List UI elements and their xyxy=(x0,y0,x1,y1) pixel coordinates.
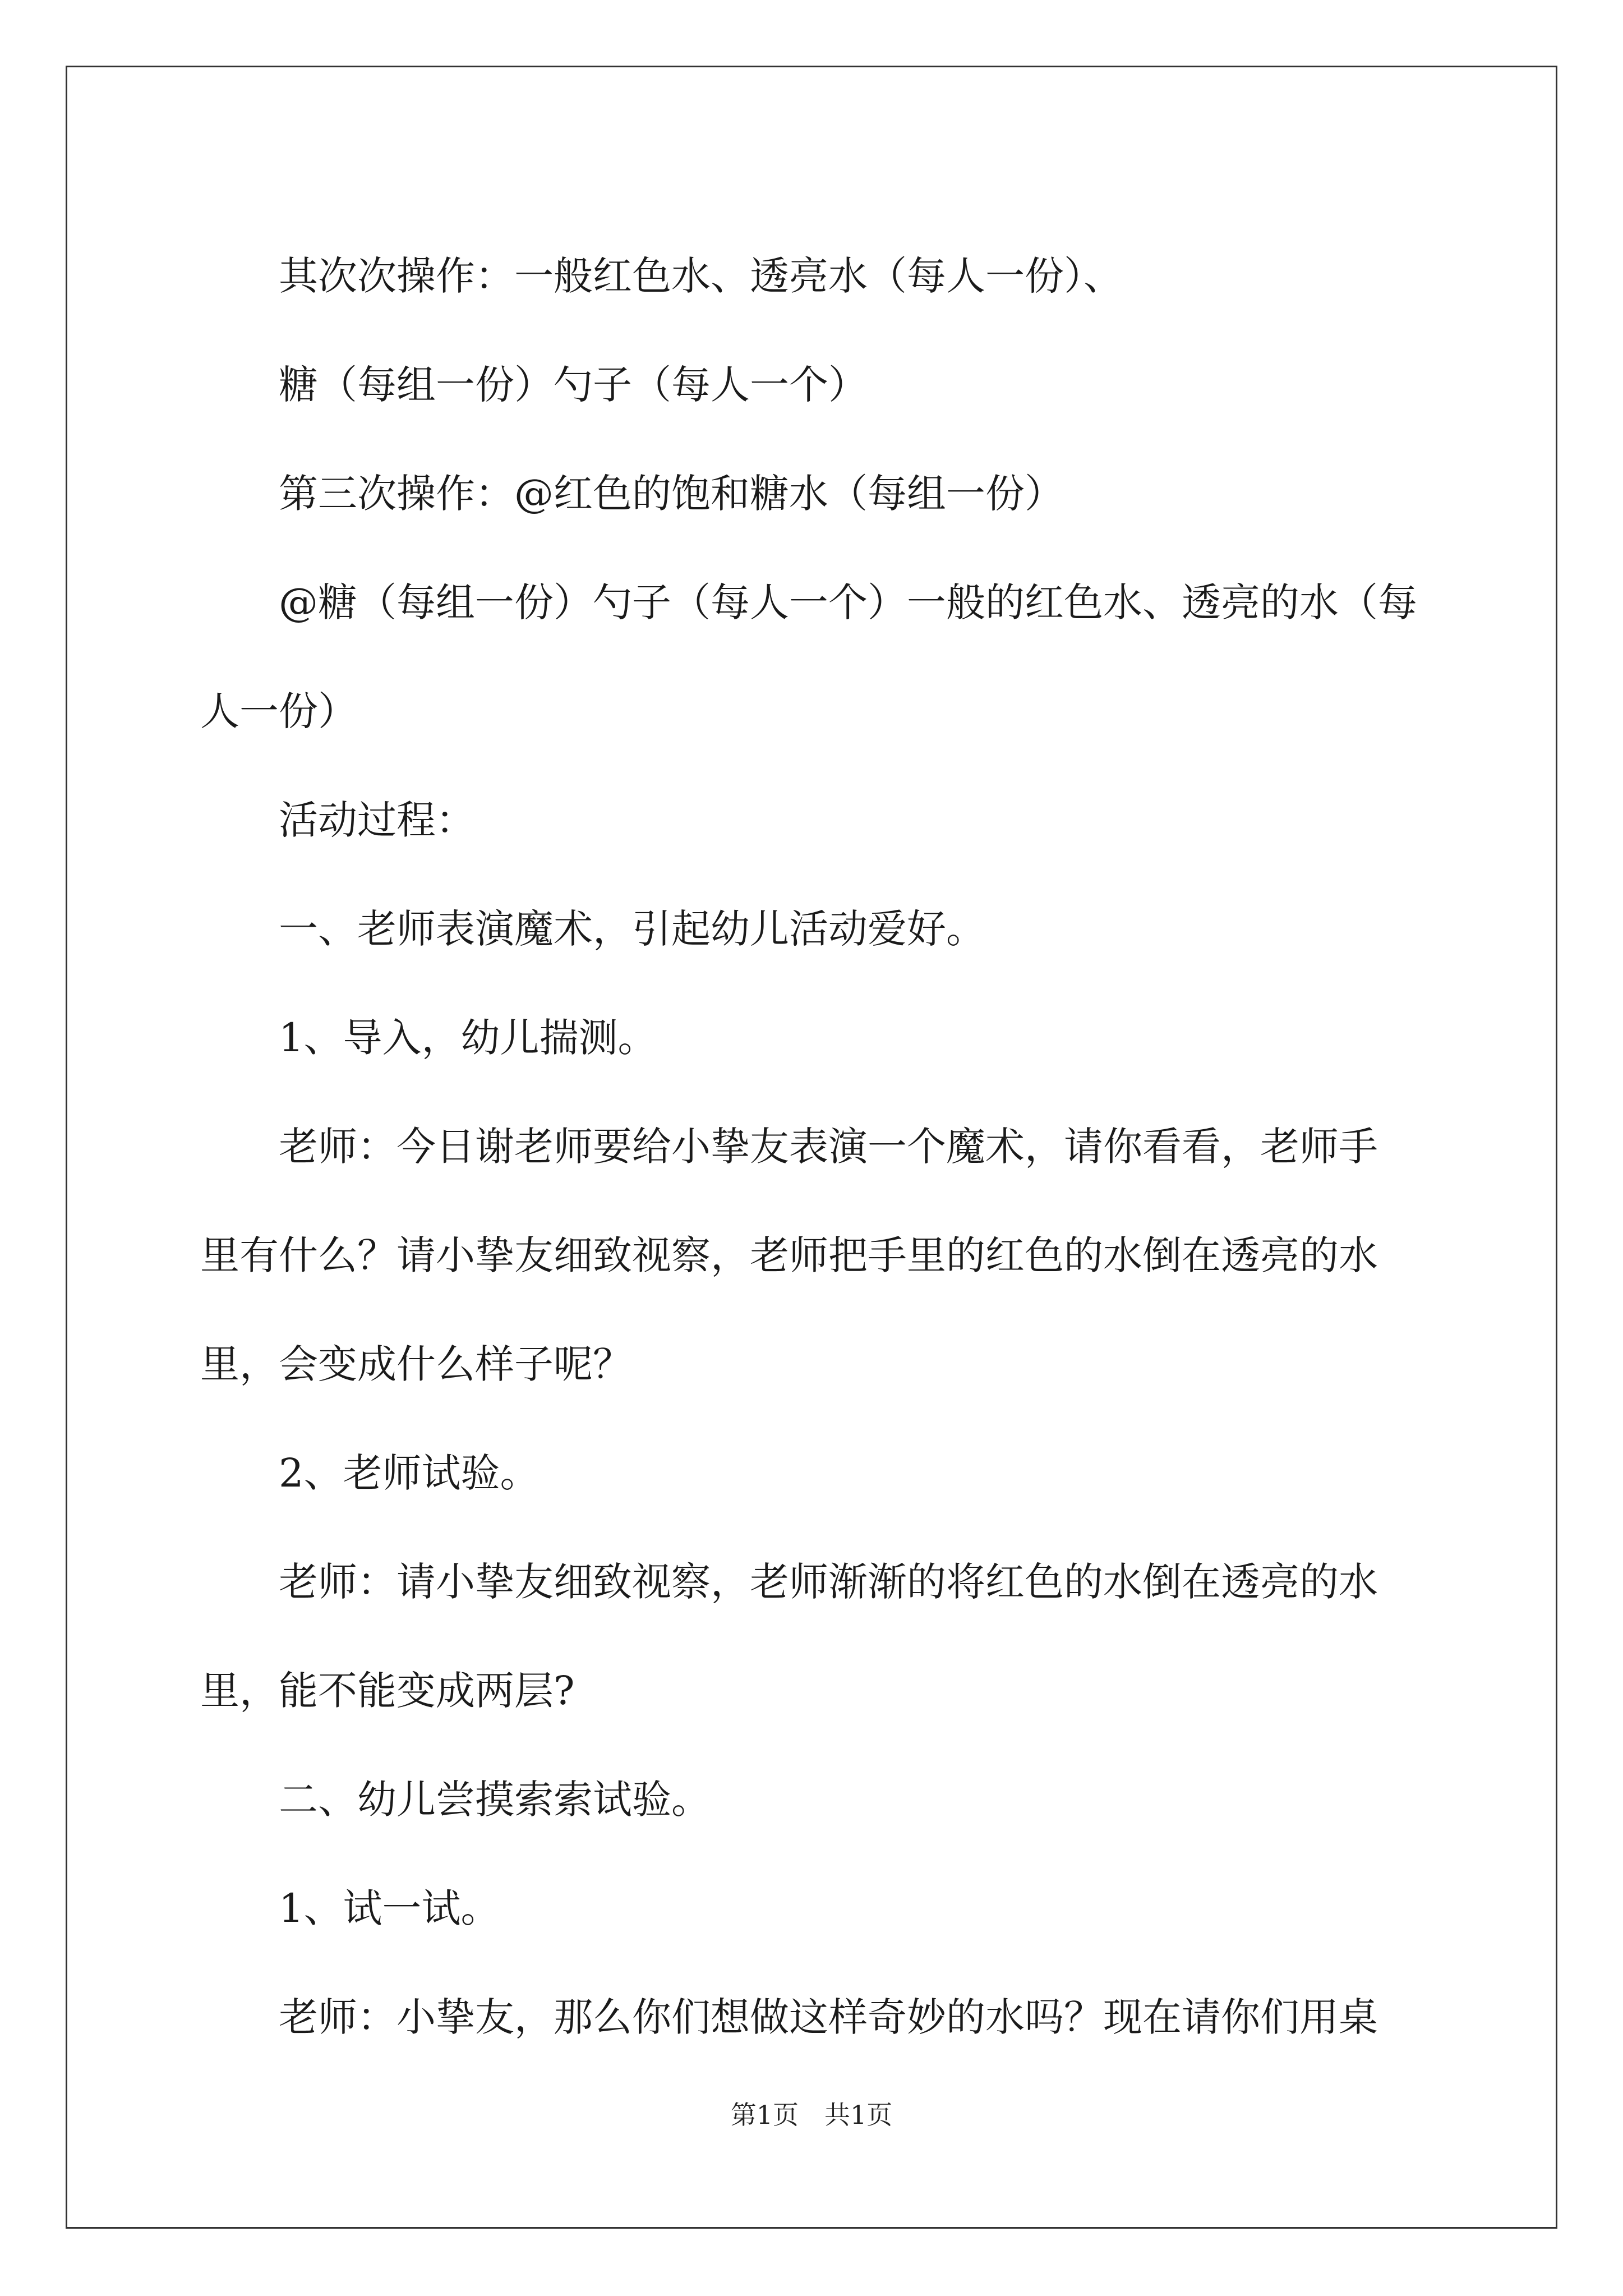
section-heading: 一、老师表演魔术，引起幼儿活动爱好。 xyxy=(279,906,985,952)
paragraph-continuation: 里，会变成什么样子呢？ xyxy=(200,1341,632,1387)
page-total: 共1页 xyxy=(824,2100,893,2130)
section-heading: 活动过程： xyxy=(279,797,475,843)
paragraph: 老师：今日谢老师要给小挚友表演一个魔术，请你看看，老师手 xyxy=(279,1124,1378,1170)
list-item: 1、试一试。 xyxy=(279,1885,500,1931)
paragraph: 第三次操作：@红色的饱和糖水（每组一份） xyxy=(279,471,1064,517)
list-item: 1、导入，幼儿揣测。 xyxy=(279,1015,657,1061)
paragraph-continuation: 里有什么？请小挚友细致视察，老师把手里的红色的水倒在透亮的水 xyxy=(200,1232,1378,1278)
paragraph: 其次次操作：一般红色水、透亮水（每人一份）、 xyxy=(279,253,1123,299)
page-footer xyxy=(0,2098,1623,2132)
paragraph-continuation: 里，能不能变成两层? xyxy=(200,1668,575,1714)
paragraph-continuation: 人一份） xyxy=(200,688,357,734)
paragraph: 老师：请小挚友细致视察，老师渐渐的将红色的水倒在透亮的水 xyxy=(279,1559,1378,1605)
list-item: 2、老师试验。 xyxy=(279,1450,540,1496)
paragraph: 糖（每组一份）勺子（每人一个） xyxy=(279,362,868,408)
paragraph: 老师：小挚友，那么你们想做这样奇妙的水吗？现在请你们用桌 xyxy=(279,1994,1378,2040)
paragraph: @糖（每组一份）勺子（每人一个）一般的红色水、透亮的水（每 xyxy=(279,579,1417,625)
document-body xyxy=(200,222,1434,2072)
section-heading: 二、幼儿尝摸索索试验。 xyxy=(279,1777,711,1823)
page-number: 第1页 xyxy=(730,2100,799,2130)
